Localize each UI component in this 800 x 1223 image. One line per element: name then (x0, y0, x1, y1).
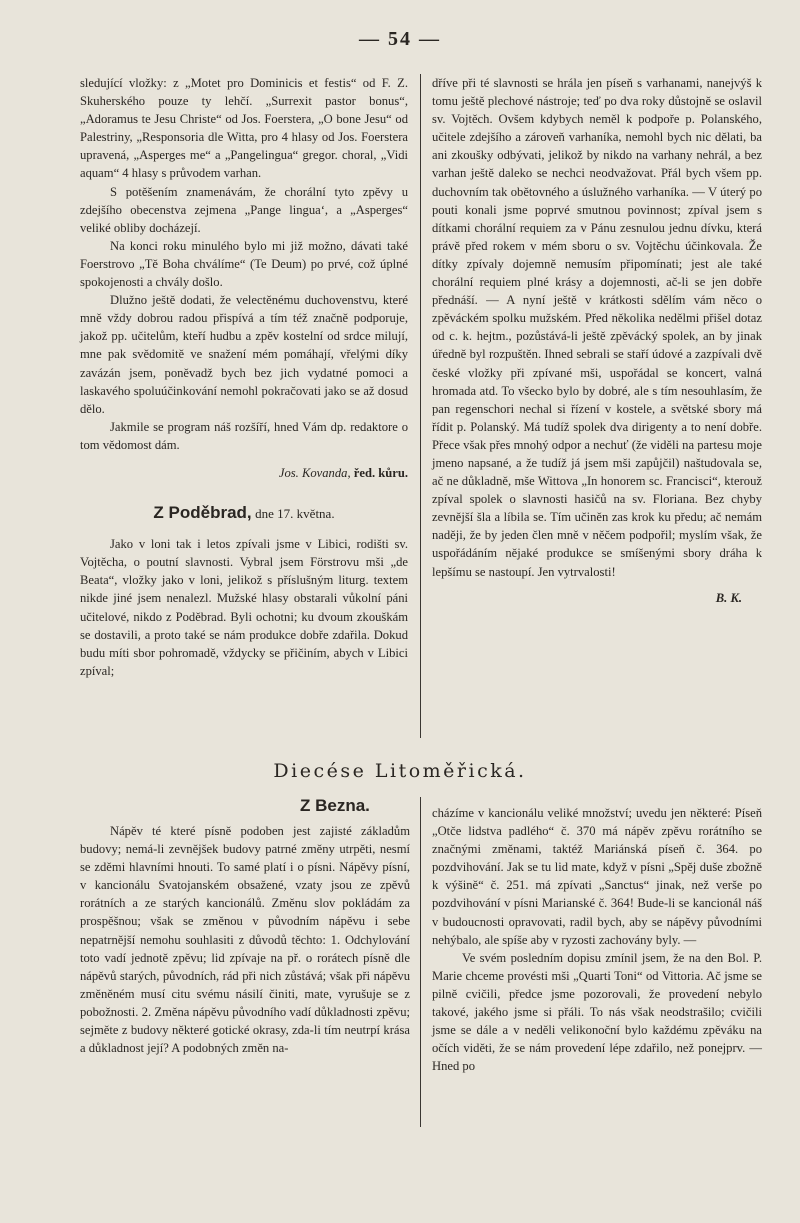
paragraph: Jako v loni tak i letos zpívali jsme v Libici, rodišti sv. Vojtěcha, o poutní slavnosti. Vybral jsem Förstrovu mši „de Beata“, vložky jako v loni, jelikož s příslušným liturg. textem nikde jiné jsem nenalezl. Mužské hlasy obstarali vůkolní páni učitelové, nikdo z Poděbrad. Byli ochotni; ku dvoum zkouškám se dostavili, a proto také se nám produkce dobře zdařila. Dokud budu míti sbor pohromadě, vždycky se přičiním, abych v Libici zpíval; (80, 537, 408, 678)
section-heading-bezna: Z Bezna. (300, 796, 370, 815)
section-heading-podebrady (80, 504, 408, 523)
column-divider (420, 797, 421, 1127)
signature (80, 464, 408, 482)
right-column-top (432, 74, 762, 607)
signature: B. K. (715, 590, 742, 605)
paragraph: dříve při té slavnosti se hrála jen píseň s varhanami, nanejvýš k tomu ještě plechové nástroje; teď po dva roky důstojně se oslavil sv. Vojtěch. Ovšem kdybych neměl k podpoře p. Polanského, učitele zdejšího a zároveň varhaníka, nemohl bych nic dělati, ba ani zkoušky odbývati, jelikož by nikdo na varhany nehrál, a bez varhan ještě daleko se nechci neodvažovat. Přál bych všem pp. duchovním tak obětovného a úslužného varhaníka. — V úterý po pouti konali jsme poprvé smutnou povinnost; zpíval jsem s dítkami chorální requiem za v Pánu zesnulou jednu dívku, která právě před rokem v mém sboru o sv. Vojtěchu účinkovala. Že dítky zpívaly dojemně nemusím připomínati; jest ale také chorální requiem plné krásy a dojemnosti, ač-li se jen dobře přednáší. — A nyní ještě v krátkosti sdělím vám něco o zpěváckém spolku mužském. Před několika nedělmi přišel dotaz od c. k. hejtm., pozůstává-li ještě zpěvácký spolek, an by jinak úředně byl rozpuštěn. Ihned sebrali se staří údové a zazpívali dvě české vložky při zpívané mši, uspořádal se koncert, valná hromada atd. To všecko bylo by dobré, ale s tím nesouhlasím, že pan regenschori nechal si řízení v kostele, a světské sbory má řídit p. Polanský. Má tudíž spolek dva dirigenty a to není dobře. Přece však přes mnohý odpor a nechuť (že viděli na partesu moje jmeno napsané, a že tudíž já jsem mši zapůjčil) naštudovala se, ač ne důkladně, mše Wittova „In honorem sc. Francisci“, kterouž zpíval spolek o slavnosti hasičů na sv. Floriana. Bez chyby zevnější šla a líbila se. Tím učiněn zas krok ku předu; ač nemám naději, že by jeden člen mně v něčem podpořil; myslím však, že uspořádáním nějaké produkce se smíšenými sbory dráha k lepšímu se nastoupí. Jen vytrvalosti! (432, 76, 762, 579)
diocese-heading: Diecése Litoměřická. (273, 760, 527, 782)
left-column-top (80, 74, 408, 680)
paragraph: sledující vložky: z „Motet pro Dominicis et festis“ od F. Z. Skuherského pouze ty lehčí. „Surrexit pastor bonus“, „Adoramus te Jesu Christe“ od Jos. Foerstera, „O bone Jesu“ od Palestriny, „Responsoria dle Witta, pro 4 hlasy od Jos. Foerstera upravená, „Asperges me“ a „Pangelingua“ gregor. choral, „Vidi aquam“ 4 hlasy s průvodem varhan. (80, 76, 408, 181)
column-divider (420, 74, 421, 738)
paragraph: Nápěv té které písně podoben jest zajisté základům budovy; nemá-li zevnějšek budovy patrné změny utrpěti, nesmí se zděmi hlavními hnouti. To samé platí i o písni. Nápěvy písní, v kancionálu Svatojanském obsažené, vzaty jsou ze zpěvů rorátních a ze starých kancionálů. Změnu slov pokládám za prospěšnou; však se změnou v původním nápěvu i sebe nepatrnější nemohu souhlasiti z důvodů těchto: 1. Odchylování toto vadí jednotě zpěvu; lid zpívaje na př. o rorátech písně dle nápěvů starých, původních, rád při nich zůstává; však při nápěvu změněném musí citu svému násilí činiti, mate, vyrušuje se z pobožnosti. 2. Změna nápěvu původního vadí důkladnosti zpěvu; sejměte z budovy některé gotické okrasy, zda-li tím neutrpí krása a důkladnost její? A podobných změn na- (80, 824, 410, 1056)
section-place: Z Poděbrad, (153, 503, 252, 523)
paragraph: Na konci roku minulého bylo mi již možno, dávati také Foerstrovo „Tě Boha chválíme“ (Te Deum) po prvé, což úplné spokojenosti a chvály došlo. (80, 238, 408, 290)
signature-role: řed. kůru. (353, 465, 408, 480)
paragraph: Ve svém posledním dopisu zmínil jsem, že na den Bol. P. Marie chceme provésti mši „Quarti Toni“ od Vittoria. Ač jsme se pilně cvičili, předce jsme pozorovali, že provedení nebylo takové, jakého jsme si přáli. To nás však neodstrašilo; cvičili jsme se dále a v neděli velikonoční bylo každému zpěváku na očích viděti, že se nám provedení lépe zdařilo, než ponejprv. — Hned po (432, 950, 762, 1074)
paragraph: Dlužno ještě dodati, že velectěnému duchovenstvu, které mně vždy dobrou radou přispívá a tím též značně podporuje, jakož pp. učitelům, kteří hudbu a zpěv kostelní od srdce milují, mne pak svědomitě ve snažení mém pomáhají, vřelými díky zavázán jsem, poněvadž bych bez jich vydatné pomoci a laskavého spoluúčinkování nemohl pokračovati jako se až dosud dělo. (80, 293, 408, 416)
signature-name: Jos. Kovanda, (278, 465, 351, 480)
paragraph: Jakmile se program náš rozšíří, hned Vám dp. redaktore o tom vědomost dám. (80, 419, 408, 452)
section-date: dne 17. května. (255, 506, 335, 522)
paragraph: S potěšením znamenávám, že chorální tyto zpěvy u zdejšího obecenstva zejmena „Pange lingua‘, a „Asperges“ veliké obliby docházejí. (80, 184, 408, 235)
left-column-bottom (80, 822, 410, 1057)
right-column-bottom (432, 804, 762, 1075)
paragraph: cházíme v kancionálu veliké množství; uvedu jen některé: Píseň „Otče lidstva padlého“ č. 370 má nápěv zpěvu rorátního se značnými změnami, taktéž Mariánská píseň č. 364. po pozdvihování. Jak se tu lid mate, když v písni „Spěj duše zbožně k výšině“ č. 251. má zpívati „Sanctus“ jinak, než verše po pozdvihování v písni Marianské č. 364! Bude-li se kancionál náš v budoucnosti opravovati, radil bych, aby se nápěvy původními nehýbalo, ale spíše aby v ryzosti zachovány byly. — (432, 806, 762, 947)
page-number: — 54 — (359, 28, 441, 50)
